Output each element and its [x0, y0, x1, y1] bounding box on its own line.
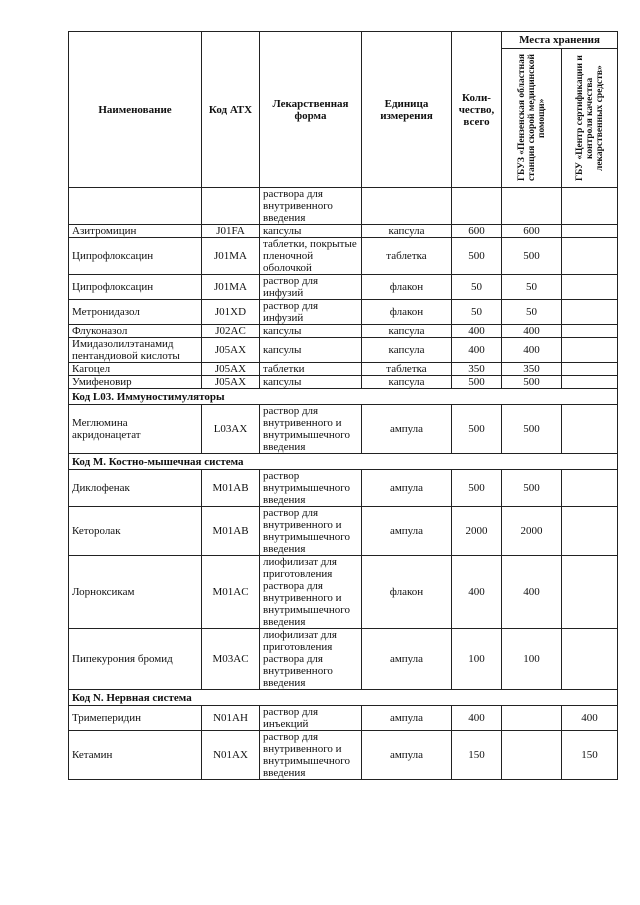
cell-storage-1: 400	[502, 325, 562, 338]
cell-qty: 150	[452, 731, 502, 780]
table-row	[69, 629, 618, 690]
cell-form: лиофилизат для приготовления раствора для внутривенного и внутримышечного введения	[260, 556, 362, 629]
cell-unit: капсула	[362, 325, 452, 338]
cell-storage-2	[562, 188, 618, 225]
cell-form: раствор для внутривенного и внутримышечного введения	[260, 731, 362, 780]
header-storage-1	[502, 49, 562, 188]
cell-atc: M01AB	[202, 470, 260, 507]
cell-qty: 500	[452, 470, 502, 507]
cell-name: Кетамин	[69, 731, 202, 780]
cell-storage-2	[562, 629, 618, 690]
cell-storage-1: 50	[502, 275, 562, 300]
header-storage: Места хранения	[502, 32, 618, 49]
cell-qty: 500	[452, 376, 502, 389]
cell-qty: 350	[452, 363, 502, 376]
cell-unit: флакон	[362, 556, 452, 629]
cell-storage-2: 150	[562, 731, 618, 780]
cell-atc: M01AC	[202, 556, 260, 629]
cell-form: таблетки, покрытые пленочной оболочкой	[260, 238, 362, 275]
cell-storage-2	[562, 238, 618, 275]
table-body	[69, 188, 618, 780]
cell-qty: 50	[452, 275, 502, 300]
cell-storage-1: 2000	[502, 507, 562, 556]
cell-atc: M03AC	[202, 629, 260, 690]
cell-form: капсулы	[260, 225, 362, 238]
cell-storage-2	[562, 556, 618, 629]
cell-name: Ципрофлоксацин	[69, 238, 202, 275]
cell-atc: J01MA	[202, 275, 260, 300]
cell-form: капсулы	[260, 338, 362, 363]
cell-unit: таблетка	[362, 363, 452, 376]
cell-form: раствор для внутривенного и внутримышечного введения	[260, 405, 362, 454]
cell-storage-2	[562, 338, 618, 363]
cell-storage-1: 400	[502, 338, 562, 363]
table-row	[69, 275, 618, 300]
section-title: Код N. Нервная система	[69, 690, 618, 706]
table-row	[69, 225, 618, 238]
cell-atc: L03AX	[202, 405, 260, 454]
cell-name: Меглюмина акридонацетат	[69, 405, 202, 454]
cell-unit: ампула	[362, 731, 452, 780]
cell-name: Кеторолак	[69, 507, 202, 556]
cell-storage-1	[502, 731, 562, 780]
cell-form: таблетки	[260, 363, 362, 376]
table-row	[69, 238, 618, 275]
cell-qty: 500	[452, 405, 502, 454]
cell-atc: J01FA	[202, 225, 260, 238]
cell-form: капсулы	[260, 325, 362, 338]
cell-qty: 100	[452, 629, 502, 690]
cell-unit: ампула	[362, 629, 452, 690]
cell-unit: ампула	[362, 405, 452, 454]
cell-storage-2	[562, 225, 618, 238]
table-row	[69, 405, 618, 454]
cell-storage-1: 500	[502, 238, 562, 275]
cell-storage-1: 500	[502, 470, 562, 507]
cell-qty: 600	[452, 225, 502, 238]
cell-unit: таблетка	[362, 238, 452, 275]
cell-atc: N01AH	[202, 706, 260, 731]
cell-unit	[362, 188, 452, 225]
cell-qty	[452, 188, 502, 225]
cell-form: раствора для внутривенного введения	[260, 188, 362, 225]
cell-name: Пипекурония бромид	[69, 629, 202, 690]
cell-storage-2	[562, 300, 618, 325]
cell-unit: ампула	[362, 507, 452, 556]
cell-atc: J02AC	[202, 325, 260, 338]
cell-qty: 400	[452, 338, 502, 363]
cell-atc	[202, 188, 260, 225]
cell-form: раствор для инфузий	[260, 275, 362, 300]
table-row	[69, 556, 618, 629]
section-title: Код L03. Иммуностимуляторы	[69, 389, 618, 405]
cell-qty: 2000	[452, 507, 502, 556]
drug-storage-table	[68, 31, 618, 780]
cell-storage-1: 600	[502, 225, 562, 238]
cell-qty: 50	[452, 300, 502, 325]
table-row	[69, 731, 618, 780]
cell-name: Кагоцел	[69, 363, 202, 376]
cell-storage-1: 500	[502, 405, 562, 454]
cell-qty: 400	[452, 706, 502, 731]
cell-atc: J05AX	[202, 376, 260, 389]
header-qty: Коли-чество, всего	[452, 32, 502, 188]
cell-unit: капсула	[362, 338, 452, 363]
cell-form: капсулы	[260, 376, 362, 389]
cell-qty: 400	[452, 325, 502, 338]
header-storage-2-label: ГБУ «Центр сертификации и контроля качества лекарственных средств»	[574, 55, 605, 181]
cell-atc: J01XD	[202, 300, 260, 325]
cell-form: раствор для инъекций	[260, 706, 362, 731]
cell-name: Диклофенак	[69, 470, 202, 507]
cell-storage-2	[562, 363, 618, 376]
cell-name	[69, 188, 202, 225]
cell-storage-1: 400	[502, 556, 562, 629]
header-storage-2	[562, 49, 618, 188]
cell-storage-2	[562, 470, 618, 507]
cell-atc: J05AX	[202, 338, 260, 363]
cell-storage-1: 50	[502, 300, 562, 325]
cell-storage-1	[502, 706, 562, 731]
cell-unit: капсула	[362, 225, 452, 238]
cell-name: Азитромицин	[69, 225, 202, 238]
cell-name: Лорноксикам	[69, 556, 202, 629]
table-row	[69, 363, 618, 376]
table-row	[69, 338, 618, 363]
table-row	[69, 507, 618, 556]
header-storage-1-label: ГБУЗ «Пензенская областная станция скорой медицинской помощи»	[516, 54, 547, 182]
cell-form: раствор внутримышечного введения	[260, 470, 362, 507]
header-form: Лекарственная форма	[260, 32, 362, 188]
cell-name: Флуконазол	[69, 325, 202, 338]
cell-name: Метронидазол	[69, 300, 202, 325]
cell-form: раствор для инфузий	[260, 300, 362, 325]
section-row	[69, 389, 618, 405]
cell-atc: J01MA	[202, 238, 260, 275]
cell-form: лиофилизат для приготовления раствора для внутривенного введения	[260, 629, 362, 690]
cell-name: Умифеновир	[69, 376, 202, 389]
cell-unit: флакон	[362, 300, 452, 325]
cell-storage-1: 350	[502, 363, 562, 376]
cell-storage-2	[562, 376, 618, 389]
cell-name: Ципрофлоксацин	[69, 275, 202, 300]
section-row	[69, 690, 618, 706]
cell-unit: ампула	[362, 470, 452, 507]
section-row	[69, 454, 618, 470]
cell-storage-2	[562, 325, 618, 338]
cell-atc: N01AX	[202, 731, 260, 780]
cell-storage-2	[562, 405, 618, 454]
cell-name: Имидазолилэтанамид пентандиовой кислоты	[69, 338, 202, 363]
cell-storage-1: 100	[502, 629, 562, 690]
cell-atc: J05AX	[202, 363, 260, 376]
cell-storage-2: 400	[562, 706, 618, 731]
table-row	[69, 376, 618, 389]
table-row	[69, 706, 618, 731]
cell-unit: ампула	[362, 706, 452, 731]
cell-qty: 400	[452, 556, 502, 629]
table-row	[69, 325, 618, 338]
header-name: Наименование	[69, 32, 202, 188]
cell-storage-1	[502, 188, 562, 225]
cell-unit: флакон	[362, 275, 452, 300]
cell-storage-2	[562, 275, 618, 300]
cell-name: Тримеперидин	[69, 706, 202, 731]
cell-storage-2	[562, 507, 618, 556]
section-title: Код М. Костно-мышечная система	[69, 454, 618, 470]
table-row	[69, 300, 618, 325]
header-atc: Код АТХ	[202, 32, 260, 188]
header-unit: Единица измерения	[362, 32, 452, 188]
table-row	[69, 188, 618, 225]
cell-atc: M01AB	[202, 507, 260, 556]
cell-storage-1: 500	[502, 376, 562, 389]
cell-form: раствор для внутривенного и внутримышечного введения	[260, 507, 362, 556]
table-row	[69, 470, 618, 507]
cell-unit: капсула	[362, 376, 452, 389]
cell-qty: 500	[452, 238, 502, 275]
